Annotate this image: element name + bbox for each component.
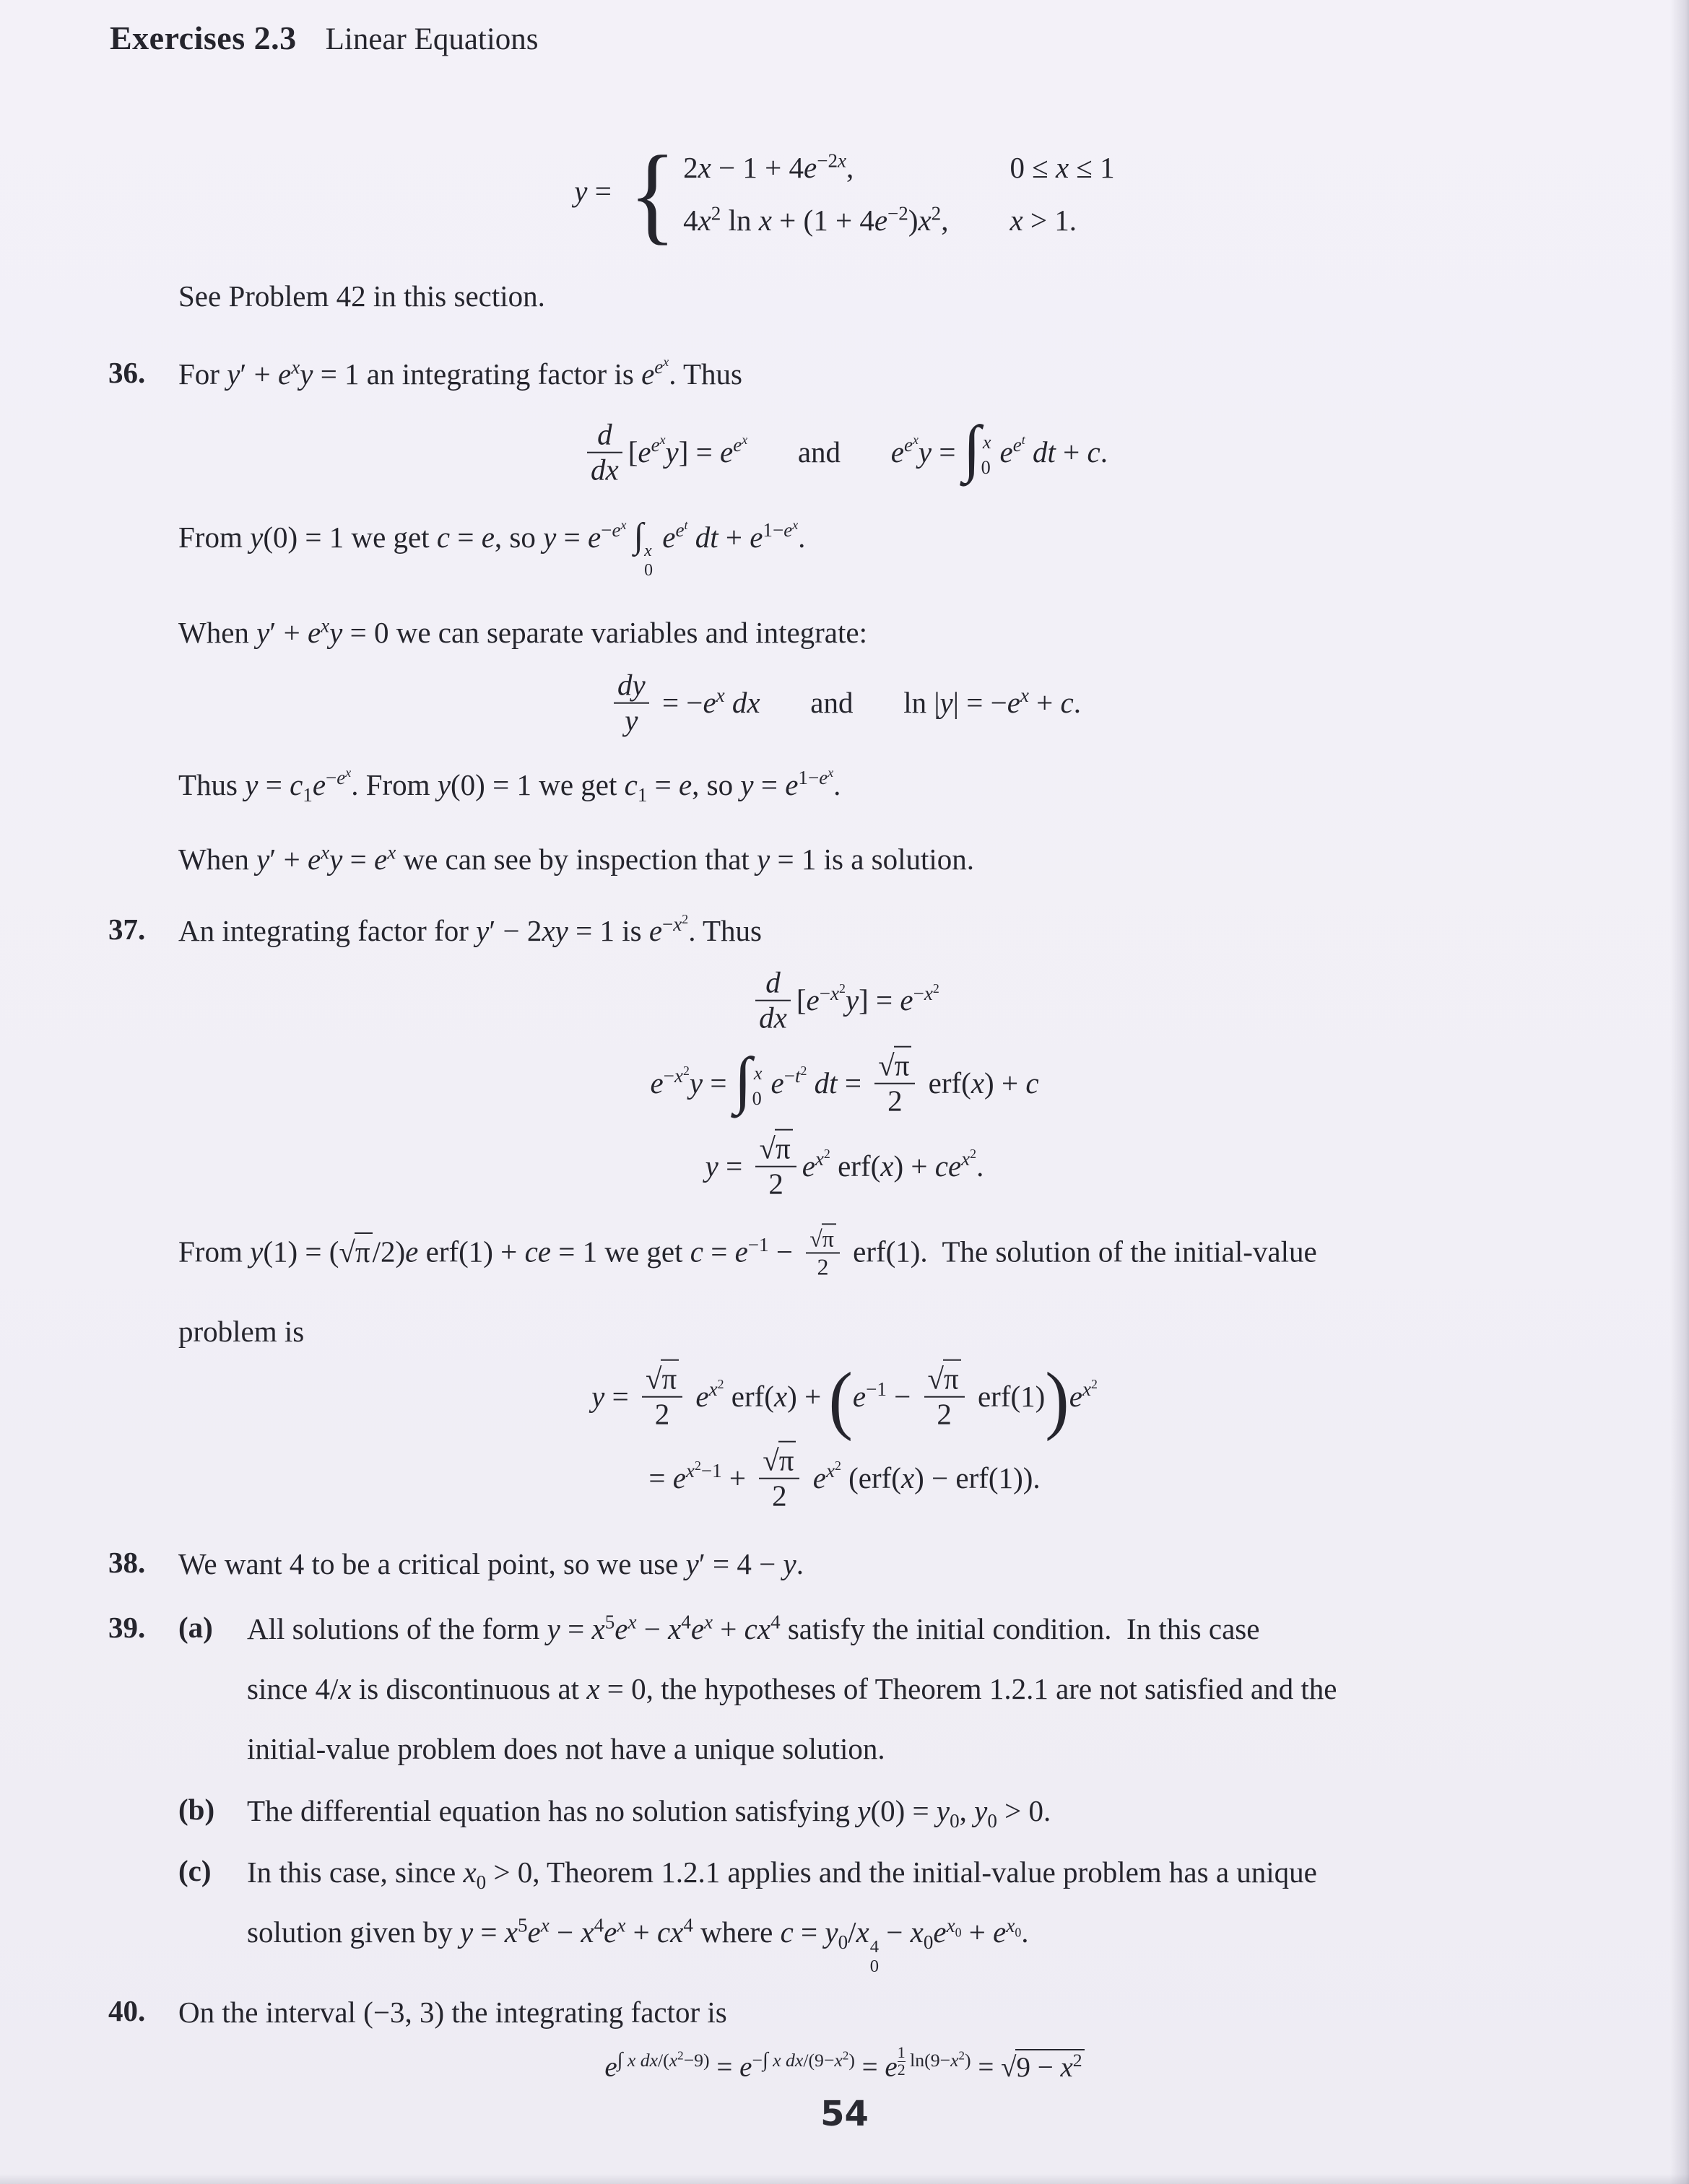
problem-40-number: 40. bbox=[108, 1993, 146, 2027]
problem-39 bbox=[108, 1610, 1638, 1976]
problem-39-part-c bbox=[178, 1853, 1638, 1976]
problem-39a-line-3: initial-value problem does not have a unique solution. bbox=[247, 1732, 885, 1766]
problem-36-number: 36. bbox=[108, 355, 146, 389]
scan-edge-shadow bbox=[1670, 0, 1689, 2184]
problem-39c-line-1: In this case, since $x_0 > 0$, Theorem 1.2.1 applies and the initial-value problem has a unique bbox=[247, 1855, 1317, 1894]
problem-36-display-1: $\frac{d}{dx}$ $[e^{e^x}y] = e^{e^x}$ and $e^{e^x}y$ = ∫ x 0 $e^{e^t}$ dt + c. bbox=[108, 421, 1638, 490]
problem-38-number: 38. bbox=[108, 1546, 146, 1580]
problem-37-lead: An integrating factor for y′ − 2xy = 1 is $e^{-x^2}$. Thus bbox=[178, 911, 762, 948]
problem-39-part-b-label: (b) bbox=[178, 1792, 215, 1826]
problem-40-display-1: $e^{\int x dx/(x^2-9)} = e^{-\int x dx/(9-x^2)} = e$ $^{\frac{1}{2} ln(9-x^2)} = √9 - x^2$ bbox=[108, 2045, 1638, 2085]
problem-37-display-3: y = $\frac{√\pi}{2}$ $e^{x^2}$ $erf(x) + ce^{x^2}$. bbox=[108, 1135, 1638, 1204]
piecewise-equation: y = { $2x - 1 + 4e^{-2x}$, 0 ≤ x ≤ 1 $4x^2$ $\ln x + (1 + 4e^{-2})x^2$, x > 1. bbox=[574, 134, 1115, 256]
problem-37-step-1: From y(1) = (√π/2)e erf(1) + ce = 1 we get $c = e^{-1}$ − $\frac{√\pi}{2}$ erf(1). The solution of the initial-value bbox=[178, 1228, 1638, 1282]
problem-39a-line-1: All solutions of the form $y = x^5e^x - x^4e^x + cx^4$ satisfy the initial condition. In this case bbox=[247, 1611, 1260, 1645]
problem-36-step-3: Thus $y = c_1e^{-e^x}$. From y(0) = 1 we get $c_1 = e$, so $y = e^{1-e^x}$. bbox=[178, 765, 841, 806]
problem-39-part-b bbox=[178, 1792, 1638, 1830]
scan-bottom-shadow bbox=[0, 2174, 1689, 2184]
problem-36-display-2: $\frac{dy}{y}$ = $-e^x$ dx and $\ln |y| = -e^x + c$. bbox=[108, 671, 1638, 740]
section-title: Exercises 2.3 bbox=[110, 19, 297, 56]
problem-39c-line-2: solution given by $y = x^5e^x - x^4e^x + cx^4$ where $c = y_0/x$ 4 0 − $x_0e^{x_0} + e^{x_0}$. bbox=[247, 1914, 1029, 1976]
problem-37-step-2: problem is bbox=[178, 1314, 305, 1348]
problem-36-step-4: When $y' + e^xy = e^x$ we can see by inspection that y = 1 is a solution. bbox=[178, 841, 975, 876]
problem-38 bbox=[108, 1545, 1638, 1583]
problem-36 bbox=[108, 355, 1638, 879]
problem-36-step-2: When $y' + e^xy = 0$ we can separate variables and integrate: bbox=[178, 614, 867, 650]
problem-38-lead: We want 4 to be a critical point, so we use y′ = 4 − y. bbox=[178, 1547, 804, 1581]
problem-37-display-2: $e^{-x^2}y$ = ∫ x 0 $e^{-t^2}$ dt = $\frac{√\pi}{2}$ erf(x) + c bbox=[650, 1044, 1039, 1118]
problem-37 bbox=[108, 912, 1638, 1515]
section-subtitle: Linear Equations bbox=[325, 22, 539, 56]
problem-39-part-c-label: (c) bbox=[178, 1853, 212, 1887]
problem-37-number: 37. bbox=[108, 913, 146, 947]
problem-39a-line-2: since 4/x is discontinuous at x = 0, the hypotheses of Theorem 1.2.1 are not satisfied and the bbox=[247, 1672, 1337, 1706]
problem-39-part-a-label: (a) bbox=[178, 1610, 213, 1644]
problem-36-lead: For $y' + e^xy = 1$ an integrating factor is $e^{e^x}$. Thus bbox=[178, 354, 742, 391]
problem-37-display-5: = $e^{x^2-1}$ + $\frac{√\pi}{2}$ $e^{x^2}$ (erf(x) − erf(1)). bbox=[108, 1447, 1638, 1515]
problem-36-step-1: From y(0) = 1 we get c = e, so $y = e^{-e^x}$ ∫ x 0 $e^{e^t}$ dt + $e^{1-e^x}$. bbox=[178, 515, 806, 580]
problem-37-display-1: $\frac{d}{dx}$ $[e^{-x^2}y] = e^{-x^2}$ bbox=[108, 969, 1638, 1037]
problem-40-lead: On the interval (−3, 3) the integrating factor is bbox=[178, 1995, 727, 2029]
problem-39-part-a bbox=[178, 1610, 1638, 1769]
problem-39b-line-1: The differential equation has no solution satisfying $y(0) = y_0$, $y_0 > 0$. bbox=[247, 1793, 1051, 1832]
problem-37-display-4: y = $\frac{√\pi}{2}$ $e^{x^2}$ $erf(x) + (e^{-1}$ − $\frac{√\pi}{2}$ $erf(1))e^{x^2}$ bbox=[591, 1357, 1098, 1443]
see-problem-note: See Problem 42 in this section. bbox=[178, 279, 545, 313]
problem-39-number: 39. bbox=[108, 1610, 146, 1644]
page-number: 54 bbox=[820, 2094, 869, 2134]
problem-40 bbox=[108, 1993, 1638, 2085]
page-header bbox=[110, 19, 1638, 57]
